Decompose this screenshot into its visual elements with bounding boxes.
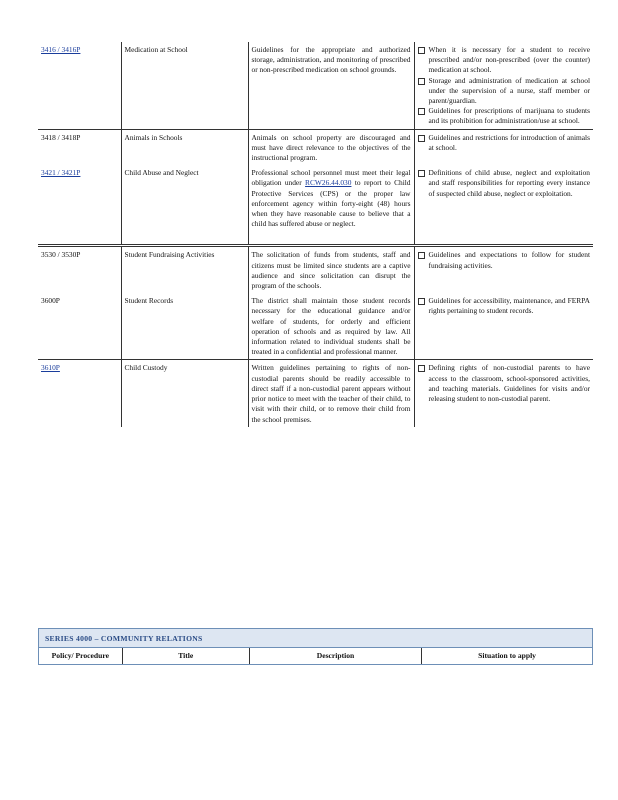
policy-title: Student Fundraising Activities <box>121 246 248 293</box>
series-heading: SERIES 4000 – COMMUNITY RELATIONS <box>39 629 592 648</box>
checkbox-bullet-icon <box>418 78 425 85</box>
policy-description: The district shall maintain those student records necessary for the educational guidance and/or welfare of students, for orderly and efficient operation of schools and as required by law. All information related to individual students shall be treated in a confidential and professional manner. <box>248 293 414 360</box>
checkbox-bullet-icon <box>418 47 425 54</box>
policy-situation <box>414 165 593 231</box>
table-row <box>38 165 593 231</box>
checkbox-bullet-icon <box>418 170 425 177</box>
series-4000-table <box>38 628 593 665</box>
checkbox-bullet-icon <box>418 298 425 305</box>
list-item: When it is necessary for a student to receive prescribed and/or non-prescribed (over the counter) medication at school. <box>418 45 591 76</box>
list-item: Guidelines and restrictions for introduction of animals at school. <box>418 133 591 153</box>
policy-title: Animals in Schools <box>121 129 248 165</box>
policy-description: Animals on school property are discouraged and must have direct relevance to the objectives of the instructional program. <box>248 129 414 165</box>
policy-link[interactable]: 3416 / 3416P <box>41 45 81 54</box>
policy-description: The solicitation of funds from students, staff and citizens must be limited since students are a captive audience and since solicitation can disrupt the program of the schools. <box>248 246 414 293</box>
rcw-link[interactable]: RCW26.44.030 <box>305 178 352 188</box>
column-header-description: Description <box>249 648 421 664</box>
list-item: Guidelines and expectations to follow for student fundraising activities. <box>418 250 591 270</box>
policy-description: Guidelines for the appropriate and authorized storage, administration, and monitoring of prescribed or non-prescribed medication on school grounds. <box>248 42 414 129</box>
policy-description: Professional school personnel must meet their legal obligation under RCW26.44.030 to report to Child Protective Services (CPS) or the proper law enforcement agency within forty-eight (48) hours when they have reasonable cause to believe that a child has suffered abuse or neglect. <box>248 165 414 231</box>
policy-table <box>38 42 593 427</box>
policy-title: Child Abuse and Neglect <box>121 165 248 231</box>
policy-title: Child Custody <box>121 360 248 427</box>
table-row <box>38 293 593 360</box>
policy-situation <box>414 129 593 165</box>
policy-number: 3600P <box>41 296 60 306</box>
table-row <box>38 42 593 129</box>
policy-situation <box>414 293 593 360</box>
column-header-situation: Situation to apply <box>422 648 592 664</box>
table-row <box>38 246 593 293</box>
policy-title: Student Records <box>121 293 248 360</box>
policy-description: Written guidelines pertaining to rights of non-custodial parents should be readily accessible to direct staff if a non-custodial parent appears without prior notice to meet with the teacher of their child, to visit with their child, or to remove their child from the school premises. <box>248 360 414 427</box>
checkbox-bullet-icon <box>418 135 425 142</box>
policy-title: Medication at School <box>121 42 248 129</box>
policy-link[interactable]: 3421 / 3421P <box>41 168 81 178</box>
list-item: Guidelines for prescriptions of marijuana to students and its prohibition for administration/use at school. <box>418 106 591 126</box>
policy-number: 3530 / 3530P <box>38 246 121 293</box>
list-item: Definitions of child abuse, neglect and exploitation and staff responsibilities for reporting every instance of suspected child abuse, neglect or exploitation. <box>418 168 591 199</box>
checkbox-bullet-icon <box>418 108 425 115</box>
list-item: Storage and administration of medication at school under the supervision of a nurse, staff member or parent/guardian. <box>418 76 591 107</box>
policy-link[interactable]: 3610P <box>41 363 60 373</box>
spacer-row <box>38 231 593 246</box>
table-row <box>38 360 593 427</box>
checkbox-bullet-icon <box>418 365 425 372</box>
policy-table-section <box>38 42 593 427</box>
series-column-headers <box>39 648 592 664</box>
policy-situation <box>414 246 593 293</box>
column-header-policy: Policy/ Procedure <box>51 651 109 660</box>
column-header-title: Title <box>122 648 249 664</box>
list-item: Guidelines for accessibility, maintenance, and FERPA rights pertaining to student records. <box>418 296 591 316</box>
list-item: Defining rights of non-custodial parents to have access to the classroom, school-sponsored activities, and teaching materials. Guidelines for visits and/or releasing student to non-custodial parent. <box>418 363 591 404</box>
table-row <box>38 129 593 165</box>
policy-situation <box>414 360 593 427</box>
policy-situation <box>414 42 593 129</box>
policy-link[interactable]: 3418 / 3418P <box>41 132 81 142</box>
checkbox-bullet-icon <box>418 252 425 259</box>
